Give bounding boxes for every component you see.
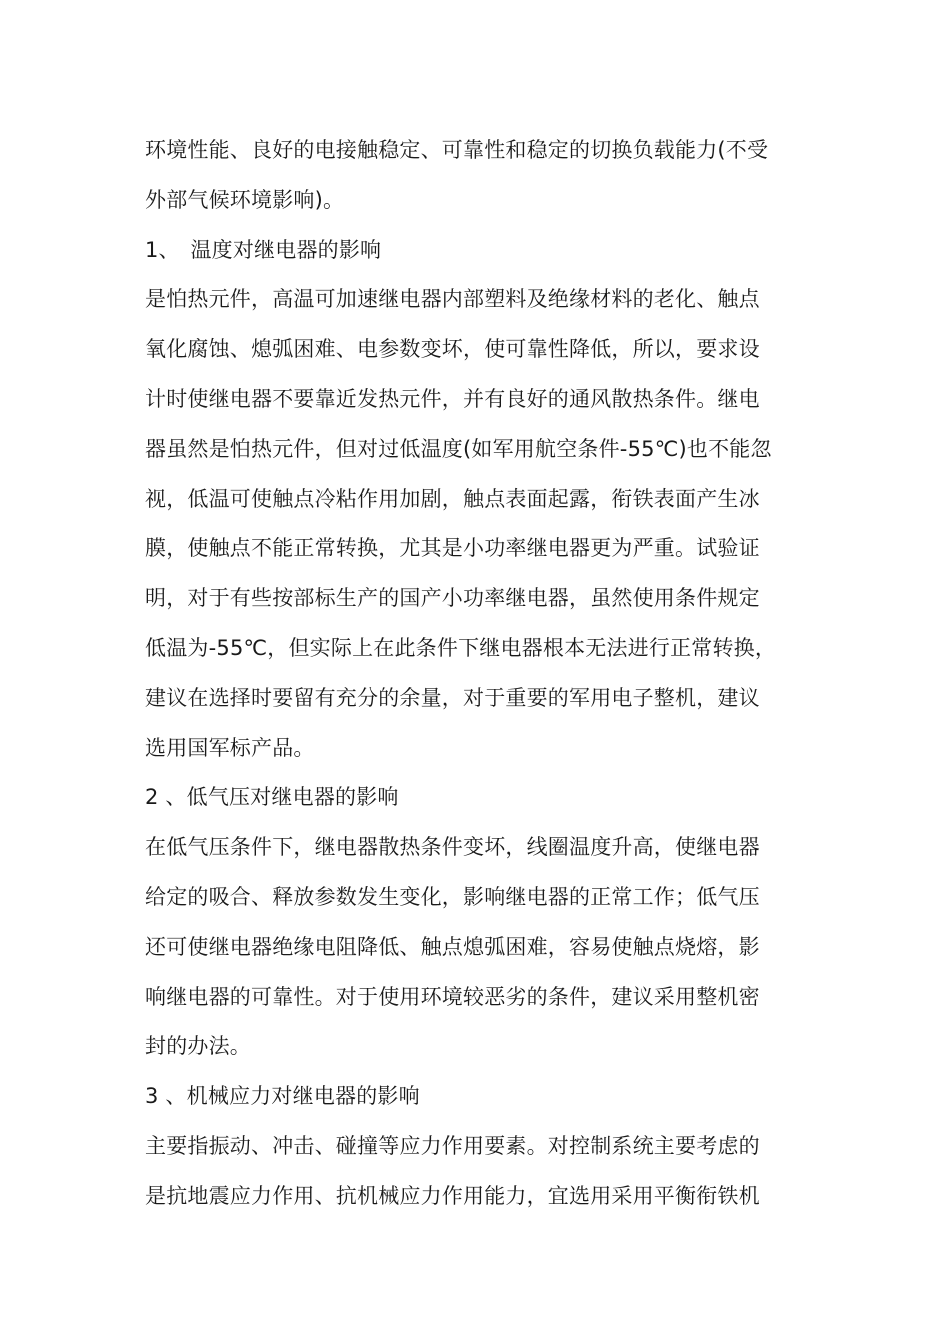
section-heading-temperature: 1、 温度对继电器的影响: [145, 237, 382, 262]
text-line: 封的办法。: [145, 1034, 251, 1059]
text-line: 建议在选择时要留有充分的余量，对于重要的军用电子整机，建议: [145, 685, 760, 710]
text-line: 环境性能、良好的电接触稳定、可靠性和稳定的切换负载能力(不受: [145, 138, 769, 162]
text-line: 是抗地震应力作用、抗机械应力作用能力，宜选用采用平衡衔铁机: [145, 1183, 760, 1208]
section-heading-low-pressure: 2 、低气压对继电器的影响: [145, 785, 399, 810]
text-line: 氧化腐蚀、熄弧困难、电参数变坏，使可靠性降低，所以，要求设: [145, 337, 760, 362]
text-line: 计时使继电器不要靠近发热元件，并有良好的通风散热条件。继电: [145, 386, 760, 411]
text-line: 给定的吸合、释放参数发生变化，影响继电器的正常工作；低气压: [145, 884, 760, 909]
text-line: 在低气压条件下，继电器散热条件变坏，线圈温度升高，使继电器: [145, 835, 760, 860]
section-heading-mechanical-stress: 3 、机械应力对继电器的影响: [145, 1084, 420, 1109]
text-line: 是怕热元件，高温可加速继电器内部塑料及绝缘材料的老化、触点: [145, 287, 760, 312]
text-line: 外部气候环境影响)。: [145, 187, 345, 212]
text-line: 响继电器的可靠性。对于使用环境较恶劣的条件，建议采用整机密: [145, 984, 760, 1009]
document-body: [145, 126, 805, 1222]
text-line: 低温为-55℃，但实际上在此条件下继电器根本无法进行正常转换，: [145, 635, 777, 660]
text-line: 还可使继电器绝缘电阻降低、触点熄弧困难，容易使触点烧熔，影: [145, 934, 760, 959]
text-line: 明，对于有些按部标生产的国产小功率继电器，虽然使用条件规定: [145, 586, 760, 611]
text-line: 视，低温可使触点冷粘作用加剧，触点表面起露，衔铁表面产生冰: [145, 486, 760, 511]
text-line: 主要指振动、冲击、碰撞等应力作用要素。对控制系统主要考虑的: [145, 1133, 760, 1158]
text-line: 膜，使触点不能正常转换，尤其是小功率继电器更为严重。试验证: [145, 536, 760, 561]
text-line: 器虽然是怕热元件，但对过低温度(如军用航空条件-55℃)也不能忽: [145, 436, 772, 461]
text-line: 选用国军标产品。: [145, 735, 315, 760]
